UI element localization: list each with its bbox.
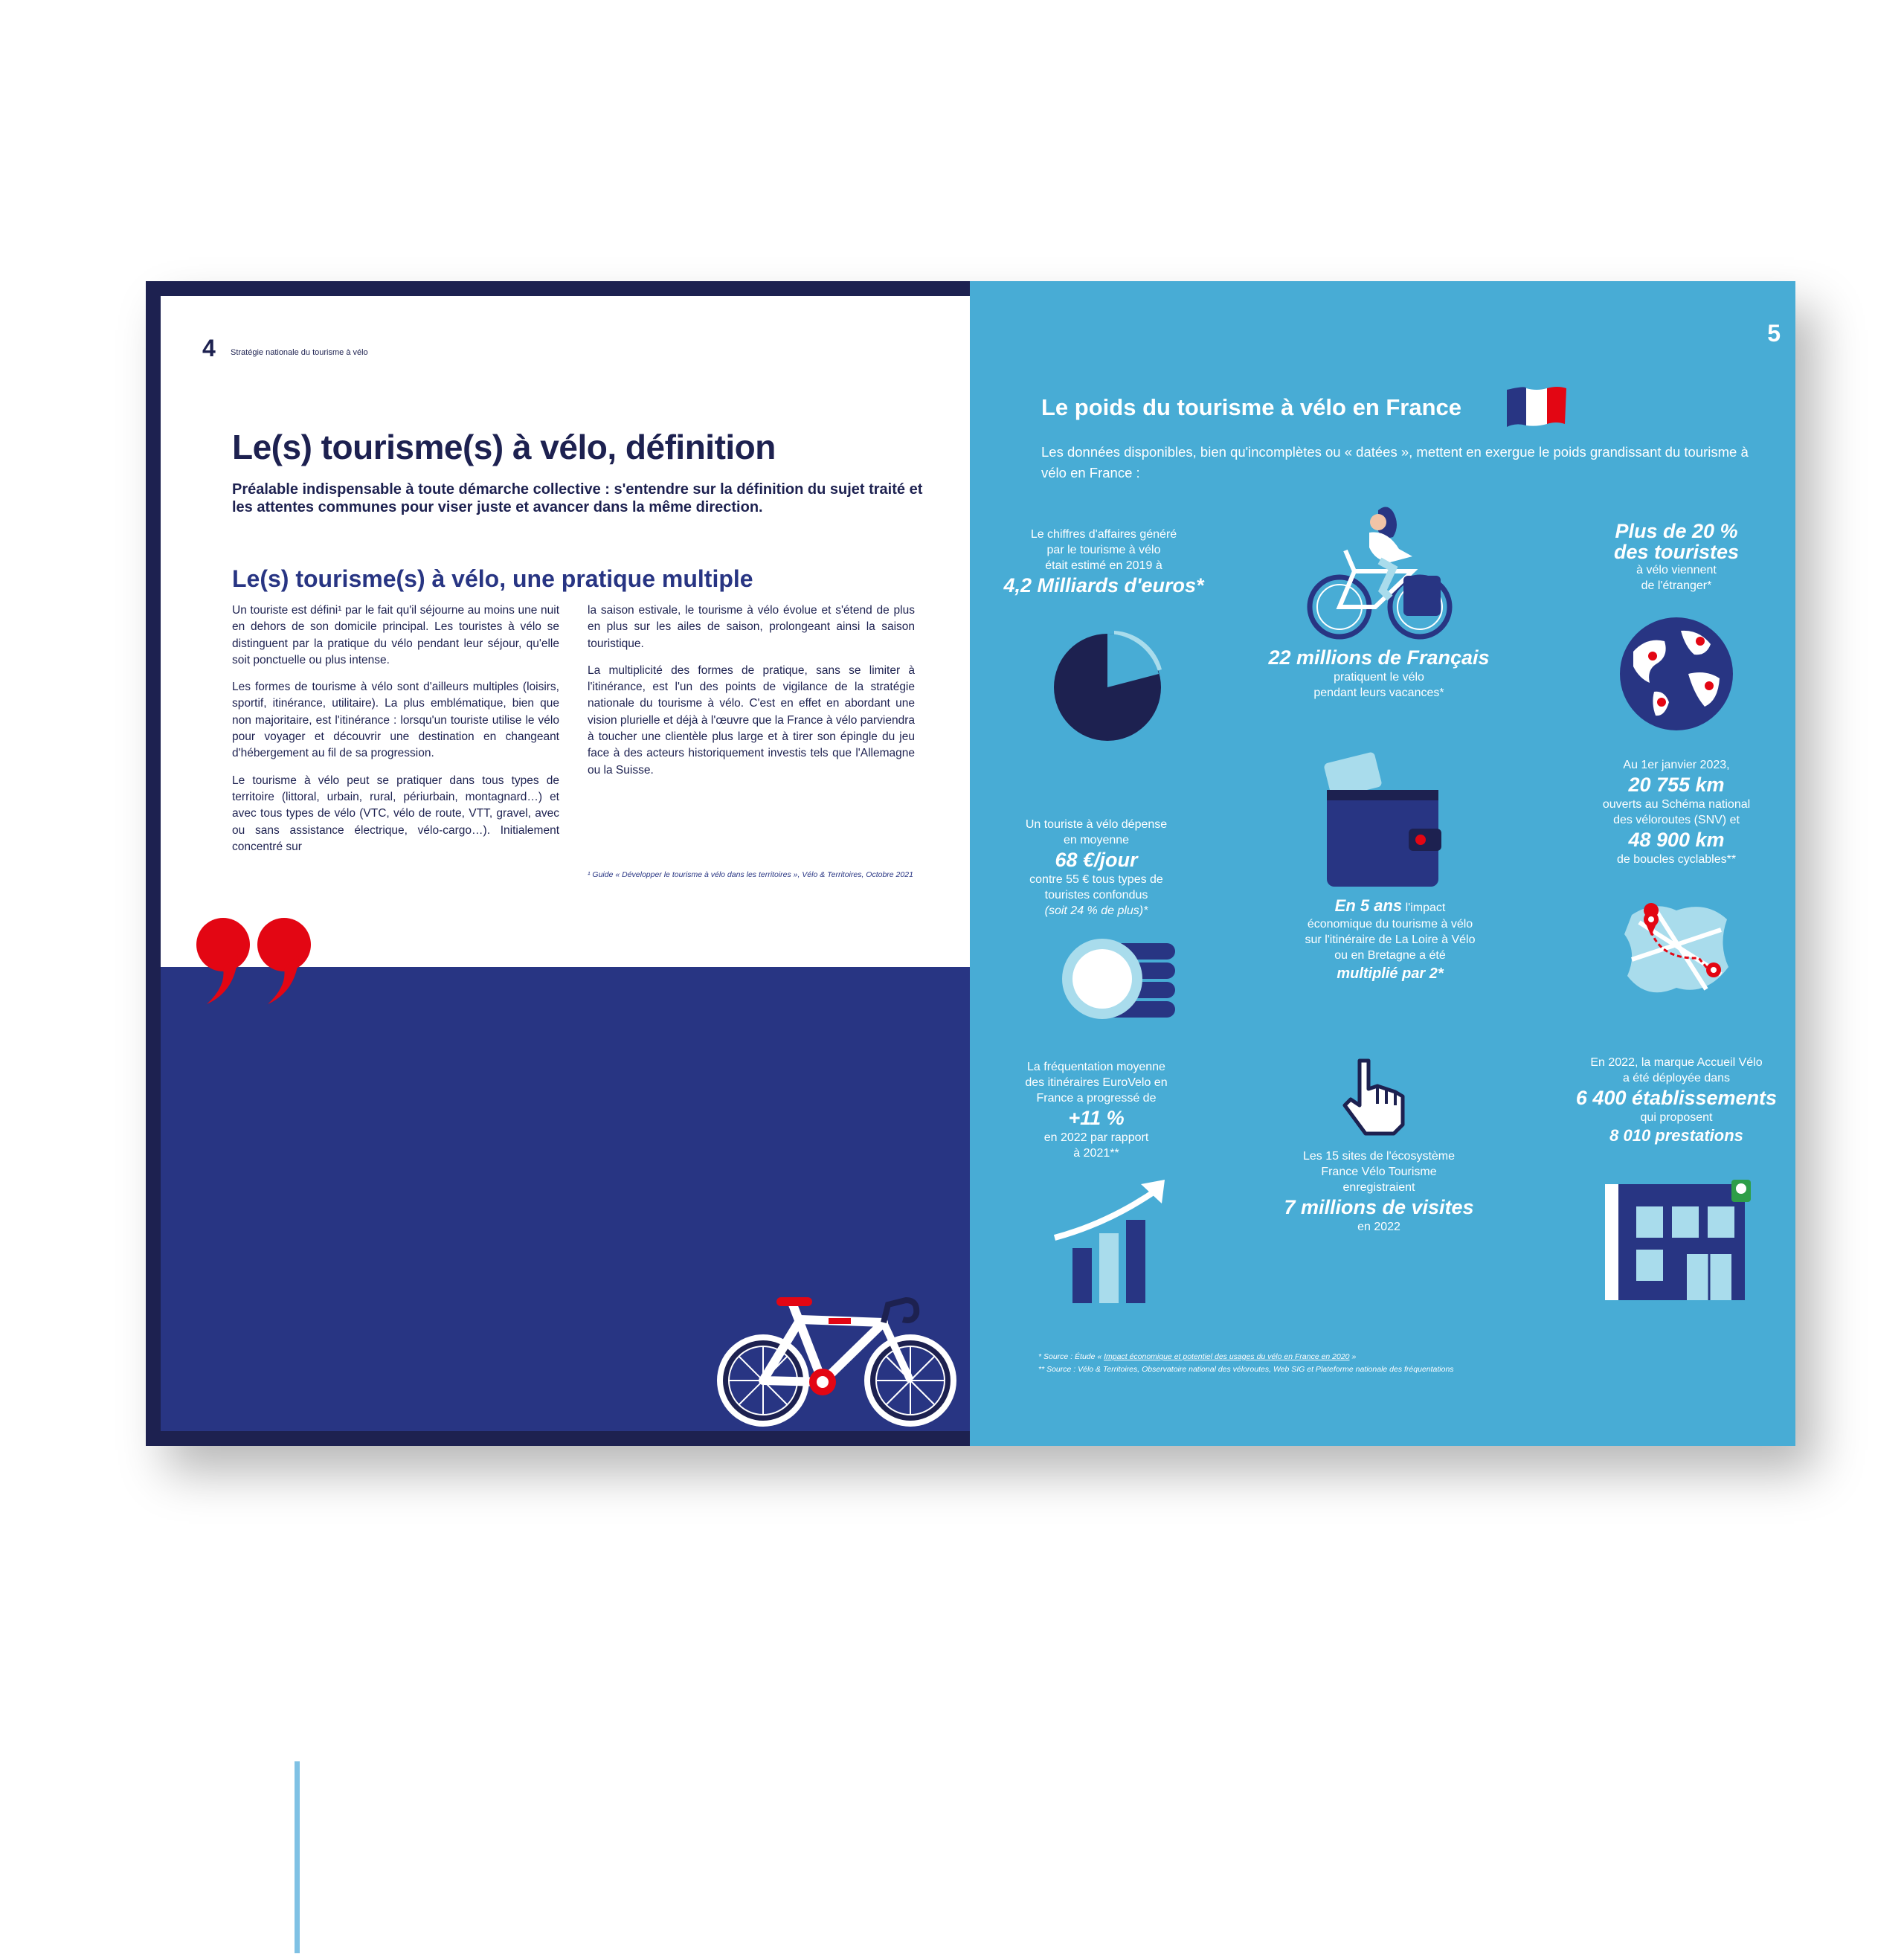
- footnote: ¹ Guide « Développer le tourisme à vélo dans les territoires », Vélo & Territoires, Octobre 2021: [588, 870, 913, 879]
- stat-text: Au 1er janvier 2023,: [1623, 759, 1730, 771]
- stat-foreign-tourists: [1572, 521, 1781, 594]
- stat-text: France a progressé de: [1036, 1092, 1157, 1105]
- left-page: [146, 281, 970, 1951]
- stat-eurovelo: [970, 1059, 1223, 1161]
- cursor-hand-icon: [1337, 1056, 1412, 1138]
- page-number-value: 5: [1767, 320, 1781, 347]
- paragraph: La multiplicité des formes de pratique, sans se limiter à l'itinérance, est l'un des points de vigilance de la stratégie nationale du tourisme à vélo. C'est en effet en abordant une vision plurielle et déjà à l'œuvre que la France à vélo parviendra à toucher une clientèle plus large et à tirer son épingle du jeu face à des acteurs historiquement investis tels que l'Allemagne ou la Suisse.: [588, 663, 915, 777]
- stat-text: à vélo viennent: [1636, 564, 1717, 576]
- stat-figure: 20 755 km: [1628, 774, 1725, 796]
- source-2: ** Source : Vélo & Territoires, Observatoire national des véloroutes, Web SIG et Plateforme nationale des fréquentations: [1038, 1365, 1454, 1374]
- intro-text: Préalable indispensable à toute démarche collective : s'entendre sur la définition du sujet traité et les attentes communes pour viser juste et avancer dans la même direction.: [232, 481, 923, 515]
- stat-text: en 2022 par rapport: [1043, 1131, 1149, 1144]
- stat-figure: 4,2 Milliards d'euros*: [1003, 574, 1204, 597]
- pie-chart-icon: [1052, 629, 1163, 741]
- stat-text: Un touriste à vélo dépense: [1025, 818, 1168, 831]
- stat-text: de boucles cyclables**: [1616, 853, 1737, 866]
- stat-figure: multiplié par 2*: [1337, 965, 1444, 982]
- section-title: Le poids du tourisme à vélo en France: [1041, 394, 1462, 420]
- road-bike-icon: [711, 1284, 964, 1433]
- stat-text: de l'étranger*: [1641, 579, 1712, 592]
- flag-icon: [1504, 385, 1568, 428]
- quote-rule: [295, 1761, 300, 1953]
- stat-text: (soit 24 % de plus)*: [1044, 904, 1148, 917]
- stat-text: sur l'itinéraire de La Loire à Vélo: [1305, 933, 1476, 946]
- stat-text: en moyenne: [1063, 834, 1130, 846]
- paragraph: Les formes de tourisme à vélo sont d'ailleurs multiples (loisirs, sportif, itinérance, utilitaire). La plus emblématique, bien que non majoritaire, est l'itinérance : lorsqu'un touriste utilise le vélo pour voyager et découvrir une destination en changeant d'hébergement au fil de sa progression.: [232, 681, 559, 760]
- stat-text: à 2021**: [1073, 1147, 1119, 1160]
- stat-figure: 48 900 km: [1628, 829, 1725, 851]
- page-number: 4: [202, 335, 216, 361]
- source-text: »: [1349, 1352, 1357, 1361]
- stat-text: Les 15 sites de l'écosystème: [1302, 1150, 1456, 1163]
- source-link[interactable]: Impact économique et potentiel des usages du vélo en France en 2020: [1104, 1352, 1350, 1361]
- text-column-2: [588, 602, 915, 789]
- stat-figure: des touristes: [1613, 541, 1740, 563]
- brochure-spread: [146, 281, 1795, 1951]
- stat-text: a été déployée dans: [1622, 1072, 1731, 1084]
- stat-text: contre 55 € tous types de: [1029, 873, 1163, 886]
- stat-cycle-routes: [1565, 757, 1788, 867]
- quote-icon: [193, 916, 320, 1006]
- stat-text: enregistraient: [1342, 1181, 1415, 1194]
- page-title: Le(s) tourisme(s) à vélo, définition: [232, 428, 776, 466]
- stat-text: pratiquent le vélo: [1334, 671, 1424, 684]
- paragraph: la saison estivale, le tourisme à vélo évolue et s'étend de plus en plus sur les ailes de saison, prolongeant ainsi la saison touristique.: [588, 604, 915, 650]
- stat-text: économique du tourisme à vélo: [1307, 918, 1473, 931]
- stat-french-practitioners: [1252, 646, 1505, 701]
- stat-text: touristes confondus: [1044, 889, 1148, 902]
- map-icon: [1617, 893, 1736, 1004]
- stat-figure: En 5 ans: [1334, 896, 1403, 915]
- source-1: [1038, 1351, 1454, 1363]
- source-text: * Source : Étude «: [1038, 1352, 1104, 1361]
- sources: [1038, 1351, 1454, 1376]
- stat-text: Le chiffres d'affaires généré: [1030, 528, 1177, 541]
- stat-text: pendant leurs vacances*: [1313, 687, 1444, 699]
- stat-web-visits: [1252, 1148, 1505, 1235]
- text-column-1: [232, 602, 559, 890]
- stat-figure: 7 millions de visites: [1284, 1196, 1474, 1218]
- stat-revenue: [992, 527, 1215, 597]
- stat-figure: 6 400 établissements: [1575, 1087, 1778, 1109]
- stat-figure: 22 millions de Français: [1268, 646, 1490, 669]
- stat-text: En 2022, la marque Accueil Vélo: [1590, 1056, 1763, 1069]
- building-icon: [1604, 1180, 1752, 1302]
- growth-chart-icon: [1050, 1178, 1169, 1305]
- section-subtitle: Le(s) tourisme(s) à vélo, une pratique multiple: [232, 565, 753, 592]
- stat-text: était estimé en 2019 à: [1045, 559, 1162, 572]
- stat-text: ou en Bretagne a été: [1334, 949, 1446, 962]
- stat-accueil-velo: [1550, 1055, 1803, 1146]
- wallet-icon: [1319, 748, 1446, 890]
- paragraph: Le tourisme à vélo peut se pratiquer dans tous types de territoire (littoral, urbain, rural, périurbain, montagnard…) et avec tous types de vélo (VTC, vélo de route, VTT, gravel, avec ou sans assistance électrique, vélo-cargo…). Initialement concentré sur: [232, 774, 559, 853]
- stat-text: qui proposent: [1640, 1111, 1713, 1124]
- stat-figure: 8 010 prestations: [1609, 1126, 1743, 1145]
- quote-intro: Le collectif a ainsi retenu comme " RAISON D'ÊTRE " le positionnement suivant :: [272, 1712, 846, 1729]
- stat-figure: 68 €/jour: [1055, 849, 1138, 871]
- stat-text: La fréquentation moyenne: [1027, 1061, 1165, 1073]
- stat-text: ouverts au Schéma national: [1602, 798, 1751, 811]
- stat-text: en 2022: [1357, 1221, 1400, 1233]
- stat-figure: Plus de 20 %: [1615, 520, 1738, 542]
- intro-text: Les données disponibles, bien qu'incomplètes ou « datées », mettent en exergue le poids grandissant du tourisme à vélo en France :: [1041, 444, 1749, 481]
- right-page: [970, 281, 1795, 1446]
- raison-d-etre-quote: " Faire du vélo un incontournable du tourisme de la destination France, reconnu auprès des opérateurs économiques, des acteurs publics et du grand public, accessible à tous, pour toutes les pratiques, offrant une expérience de qualité et de bien-être. L'intégrer dans une démarche d'économie de proximité, de tourisme durable, mesurable et profitable à tous les territoires. ": [318, 1762, 852, 1951]
- globe-icon: [1617, 614, 1736, 733]
- stat-figure: +11 %: [1068, 1107, 1125, 1129]
- paragraph: Un touriste est défini¹ par le fait qu'il séjourne au moins une nuit en dehors de son domicile principal. Les touristes à vélo se distinguent par la pratique du vélo pendant leur séjour, qu'elle soit ponctuelle ou plus intense.: [232, 604, 559, 666]
- stat-daily-spending: [970, 817, 1223, 919]
- stat-text: l'impact: [1405, 902, 1446, 914]
- stat-loire-a-velo: [1267, 896, 1513, 984]
- stat-text: des itinéraires EuroVelo en: [1025, 1076, 1168, 1089]
- stat-text: par le tourisme à vélo: [1046, 544, 1161, 556]
- running-head: Stratégie nationale du tourisme à vélo: [231, 348, 368, 357]
- cyclist-icon: [1301, 503, 1457, 644]
- left-page-content: [161, 296, 970, 982]
- coins-icon: [1059, 933, 1186, 1022]
- stat-text: des véloroutes (SNV) et: [1613, 814, 1740, 826]
- stat-text: France Vélo Tourisme: [1321, 1166, 1437, 1178]
